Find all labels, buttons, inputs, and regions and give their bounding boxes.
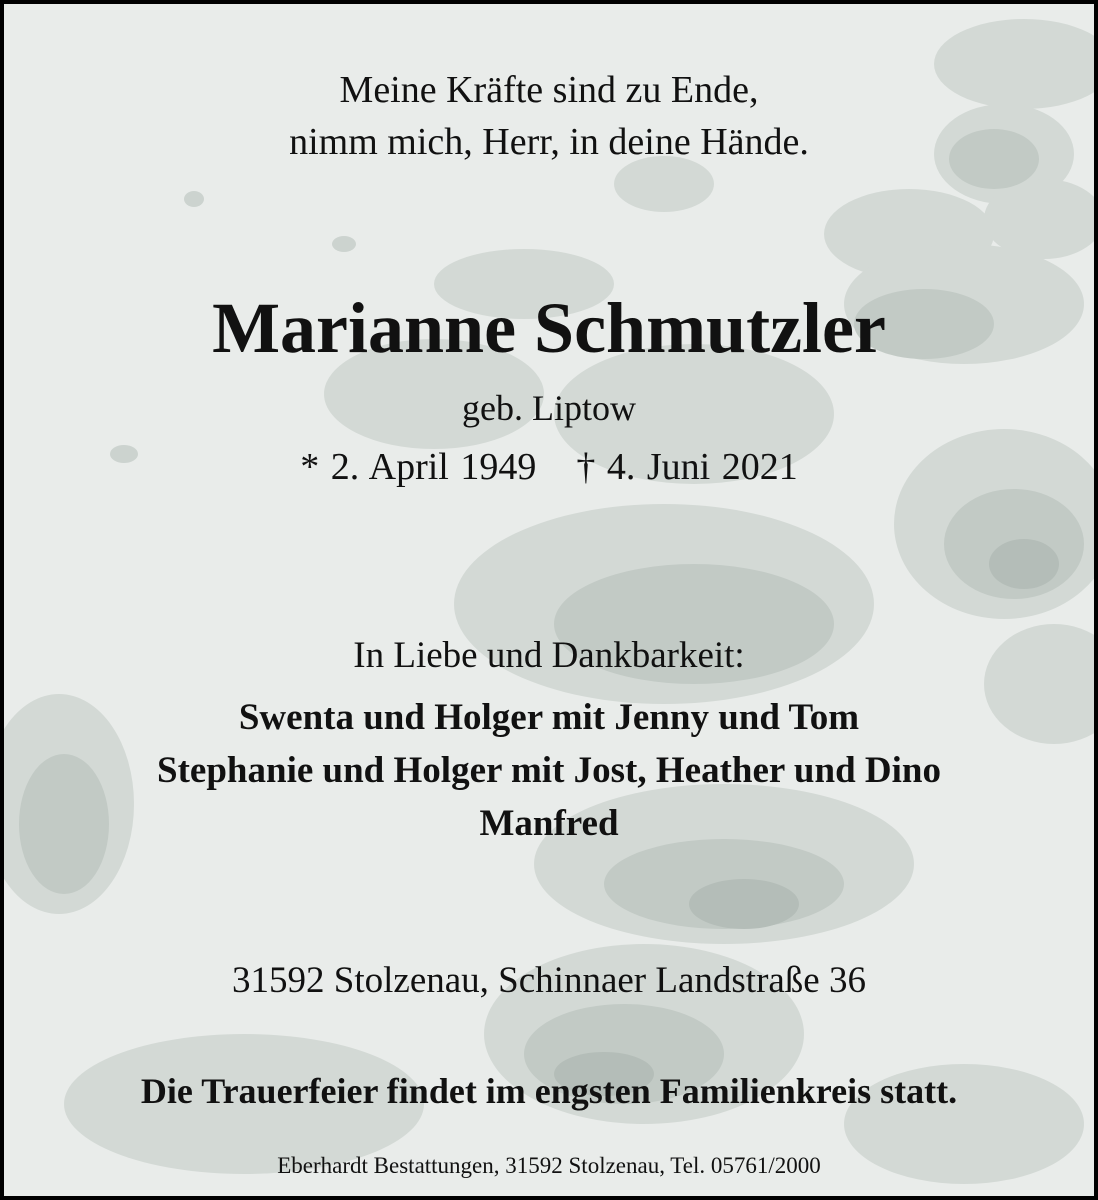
notice-text	[4, 4, 1094, 1196]
verse-line-2: nimm mich, Herr, in deine Hände.	[289, 121, 809, 163]
address: 31592 Stolzenau, Schinnaer Landstraße 36	[232, 960, 866, 1001]
mourners-line: Manfred	[479, 803, 619, 844]
birth-date: * 2. April 1949	[300, 446, 537, 488]
ceremony-note: Die Trauerfeier findet im engsten Familienkreis statt.	[140, 1071, 958, 1111]
life-dates	[4, 445, 1094, 489]
mourners-intro: In Liebe und Dankbarkeit:	[353, 635, 745, 676]
death-date: † 4. Juni 2021	[576, 446, 798, 488]
deceased-name: Marianne Schmutzler	[212, 288, 886, 368]
verse-line-1: Meine Kräfte sind zu Ende,	[339, 69, 759, 111]
undertaker-info: Eberhardt Bestattungen, 31592 Stolzenau, Tel. 05761/2000	[277, 1153, 821, 1178]
birth-name: geb. Liptow	[462, 388, 636, 428]
mourners-line: Stephanie und Holger mit Jost, Heather und Dino	[157, 750, 941, 791]
mourners-line: Swenta und Holger mit Jenny und Tom	[238, 697, 860, 738]
